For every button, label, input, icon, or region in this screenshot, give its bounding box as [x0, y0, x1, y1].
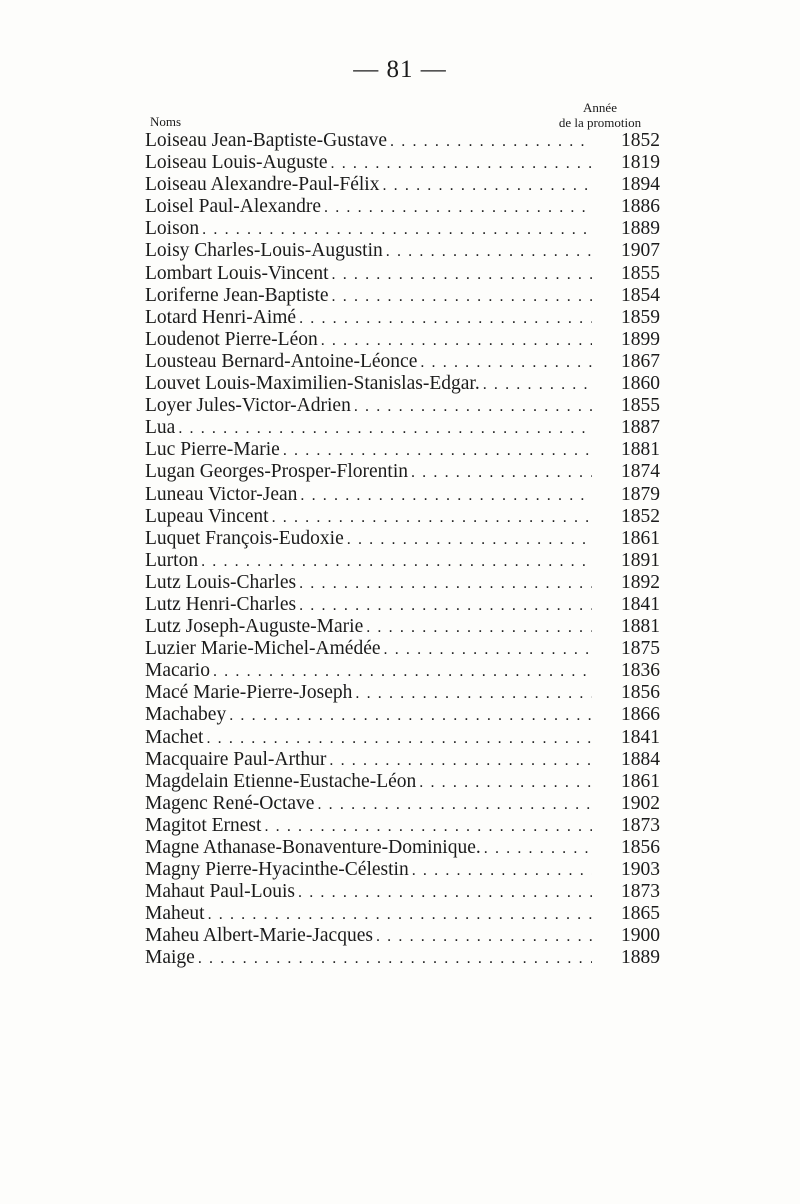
- entry-name: Lutz Louis-Charles: [145, 571, 297, 593]
- list-item: [145, 616, 660, 638]
- dot-leader: [387, 131, 592, 153]
- list-item: [145, 682, 660, 704]
- entry-name: Loiseau Louis-Auguste: [145, 152, 328, 174]
- dot-leader: [205, 904, 592, 926]
- dot-leader: [314, 794, 592, 816]
- list-item: [145, 174, 660, 196]
- dot-leader: [363, 617, 592, 639]
- entry-year: 1841: [621, 593, 660, 615]
- entry-year: 1841: [621, 726, 660, 748]
- entry-year: 1903: [621, 859, 660, 881]
- list-item: [145, 727, 660, 749]
- entry-name: Lutz Henri-Charles: [145, 593, 297, 615]
- entry-name: Magenc René-Octave: [145, 792, 315, 814]
- list-item: [145, 749, 660, 771]
- entry-name: Lotard Henri-Aimé: [145, 306, 297, 328]
- entry-year: 1865: [621, 903, 660, 925]
- entry-year: 1860: [621, 373, 660, 395]
- list-item: [145, 329, 660, 351]
- entry-name: Magitot Ernest: [145, 814, 262, 836]
- list-item: [145, 307, 660, 329]
- list-item: [145, 815, 660, 837]
- entry-name: Magne Athanase-Bonaventure-Dominique.: [145, 837, 481, 858]
- entry-year: 1900: [621, 925, 660, 947]
- entry-year: 1894: [621, 174, 660, 196]
- entry-year: 1873: [621, 814, 660, 836]
- list-item: [145, 925, 660, 947]
- entry-name: Macario: [145, 660, 210, 682]
- dot-leader: [326, 750, 592, 772]
- list-item: [145, 152, 660, 174]
- entry-year: 1852: [621, 130, 660, 151]
- entry-year: 1873: [621, 881, 660, 903]
- entry-year: 1859: [621, 306, 660, 328]
- entry-name: Magny Pierre-Hyacinthe-Célestin: [145, 859, 409, 881]
- entry-name: Loisy Charles-Louis-Augustin: [145, 240, 383, 262]
- entry-name: Mahaut Paul-Louis: [145, 881, 296, 903]
- dot-leader: [203, 728, 592, 750]
- entry-year: 1881: [621, 439, 660, 461]
- entry-year: 1907: [621, 240, 660, 262]
- entry-name: Luneau Victor-Jean: [145, 483, 298, 505]
- entry-year: 1899: [621, 328, 660, 350]
- entry-year: 1856: [621, 682, 660, 704]
- dot-leader: [329, 264, 593, 286]
- list-item: [145, 837, 660, 859]
- dot-leader: [226, 705, 592, 727]
- year-header-line1: Année: [583, 100, 617, 115]
- entry-name: Lousteau Bernard-Antoine-Léonce: [145, 350, 418, 372]
- entry-year: 1902: [621, 792, 660, 814]
- entry-name: Macé Marie-Pierre-Joseph: [145, 682, 353, 704]
- dot-leader: [175, 418, 592, 440]
- list-item: [145, 351, 660, 373]
- list-item: [145, 395, 660, 417]
- entry-year: 1887: [621, 417, 660, 439]
- dot-leader: [296, 573, 592, 595]
- entry-year: 1856: [621, 837, 660, 858]
- entry-year: 1852: [621, 505, 660, 527]
- entry-year: 1874: [621, 461, 660, 483]
- entry-year: 1881: [621, 616, 660, 638]
- list-item: [145, 484, 660, 506]
- dot-leader: [328, 153, 592, 175]
- list-item: [145, 903, 660, 925]
- dot-leader: [383, 241, 592, 263]
- entry-name: Maige: [145, 947, 195, 969]
- entry-name: Machet: [145, 726, 204, 748]
- entry-year: 1889: [621, 947, 660, 969]
- entry-year: 1884: [621, 748, 660, 770]
- entry-name: Luc Pierre-Marie: [145, 439, 280, 461]
- entry-name: Lugan Georges-Prosper-Florentin: [145, 461, 408, 483]
- dot-leader: [199, 219, 592, 241]
- entry-year: 1892: [621, 571, 660, 593]
- entry-year: 1891: [621, 549, 660, 571]
- entry-year: 1861: [621, 770, 660, 792]
- year-column-header: [540, 100, 660, 130]
- dot-leader: [261, 816, 592, 838]
- list-item: [145, 793, 660, 815]
- dot-leader: [373, 926, 592, 948]
- list-item: [145, 285, 660, 307]
- list-item: [145, 240, 660, 262]
- entry-name: Loison: [145, 218, 200, 240]
- dot-leader: [296, 595, 592, 617]
- entry-name: Loriferne Jean-Baptiste: [145, 284, 329, 306]
- entry-name: Luzier Marie-Michel-Amédée: [145, 638, 381, 660]
- dot-leader: [352, 683, 592, 705]
- entry-year: 1866: [621, 704, 660, 726]
- list-item: [145, 771, 660, 793]
- entry-name: Lombart Louis-Vincent: [145, 262, 329, 284]
- entry-year: 1886: [621, 196, 660, 218]
- entry-name: Loudenot Pierre-Léon: [145, 328, 318, 350]
- entry-name: Louvet Louis-Maximilien-Stanislas-Edgar.: [145, 373, 480, 395]
- list-item: [145, 417, 660, 439]
- dot-leader: [481, 838, 592, 860]
- dot-leader: [351, 396, 592, 418]
- dot-leader: [416, 772, 592, 794]
- dot-leader: [296, 308, 592, 330]
- list-item: [145, 550, 660, 572]
- dot-leader: [417, 352, 592, 374]
- entry-list: [145, 130, 660, 970]
- dot-leader: [210, 661, 592, 683]
- list-item: [145, 881, 660, 903]
- names-column-header: Noms: [150, 114, 182, 129]
- entry-year: 1836: [621, 660, 660, 682]
- entry-year: 1867: [621, 350, 660, 372]
- dot-leader: [321, 197, 592, 219]
- entry-year: 1879: [621, 483, 660, 505]
- entry-name: Machabey: [145, 704, 227, 726]
- list-item: [145, 660, 660, 682]
- dot-leader: [408, 462, 592, 484]
- entry-year: 1861: [621, 527, 660, 549]
- entry-name: Loisel Paul-Alexandre: [145, 196, 321, 218]
- list-item: [145, 506, 660, 528]
- list-item: [145, 263, 660, 285]
- dot-leader: [379, 175, 592, 197]
- dot-leader: [280, 440, 592, 462]
- entry-year: 1854: [621, 284, 660, 306]
- list-item: [145, 130, 660, 152]
- dot-leader: [329, 286, 592, 308]
- entry-name: Maheu Albert-Marie-Jacques: [145, 925, 373, 947]
- list-item: [145, 594, 660, 616]
- list-item: [145, 461, 660, 483]
- dot-leader: [195, 948, 592, 970]
- list-item: [145, 638, 660, 660]
- list-item: [145, 859, 660, 881]
- entry-name: Lua: [145, 417, 176, 439]
- entry-name: Magdelain Etienne-Eustache-Léon: [145, 770, 417, 792]
- entry-name: Macquaire Paul-Arthur: [145, 748, 327, 770]
- entry-name: Loiseau Alexandre-Paul-Félix: [145, 174, 380, 196]
- dot-leader: [269, 507, 592, 529]
- entry-name: Maheut: [145, 903, 205, 925]
- list-item: [145, 218, 660, 240]
- list-item: [145, 528, 660, 550]
- list-item: [145, 947, 660, 969]
- dot-leader: [198, 551, 592, 573]
- entry-name: Lupeau Vincent: [145, 505, 269, 527]
- entry-year: 1875: [621, 638, 660, 660]
- list-item: [145, 196, 660, 218]
- dot-leader: [344, 529, 592, 551]
- page-number: — 81 —: [353, 56, 447, 83]
- entry-name: Loyer Jules-Victor-Adrien: [145, 395, 351, 417]
- dot-leader: [381, 639, 592, 661]
- dot-leader: [409, 860, 592, 882]
- dot-leader: [297, 485, 592, 507]
- list-item: [145, 704, 660, 726]
- entry-year: 1889: [621, 218, 660, 240]
- dot-leader: [295, 882, 592, 904]
- entry-year: 1855: [621, 395, 660, 417]
- entry-year: 1819: [621, 152, 660, 174]
- entry-name: Lurton: [145, 549, 199, 571]
- list-item: [145, 373, 660, 395]
- list-item: [145, 439, 660, 461]
- dot-leader: [318, 330, 592, 352]
- list-item: [145, 572, 660, 594]
- entry-name: Lutz Joseph-Auguste-Marie: [145, 616, 364, 638]
- year-header-line2: de la promotion: [558, 115, 642, 130]
- entry-name: Luquet François-Eudoxie: [145, 527, 344, 549]
- dot-leader: [480, 374, 592, 396]
- entry-year: 1855: [621, 262, 660, 284]
- entry-name: Loiseau Jean-Baptiste-Gustave: [145, 130, 388, 151]
